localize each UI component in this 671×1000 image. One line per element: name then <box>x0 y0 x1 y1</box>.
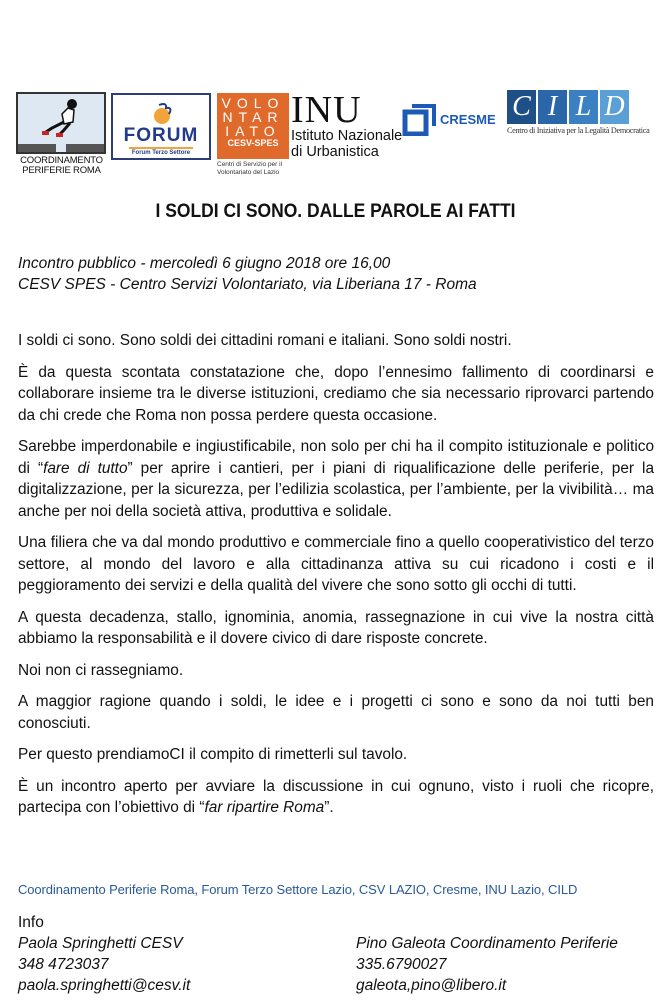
paragraph: Per questo prendiamoCI il compito di rimetterli sul tavolo. <box>18 746 408 763</box>
forum-swirl-icon <box>151 101 175 125</box>
emphasis: fare di tutto <box>43 459 128 477</box>
paragraph: A maggior ragione quando i soldi, le idee e i progetti ci sono e sono da noi tutti ben conosciuti. <box>18 693 654 732</box>
event-details <box>18 253 477 295</box>
vol-row-3: IATO <box>225 123 281 139</box>
contact-email[interactable]: galeota,pino@libero.it <box>356 977 507 994</box>
vol-row-1: VOLO <box>221 95 285 111</box>
emphasis: far ripartire Roma <box>204 799 325 816</box>
inu-line2: di Urbanistica <box>291 144 379 160</box>
document-body <box>18 330 654 829</box>
volontariato-cesv-logo <box>217 93 289 183</box>
coordinamento-periferie-logo <box>14 90 109 182</box>
contact-card <box>356 933 618 996</box>
forum-name: FORUM <box>123 125 199 146</box>
contact-card <box>18 933 356 996</box>
vol-caption-1: Centri di Servizio per il <box>217 161 283 168</box>
cild-tile-d: D <box>600 90 629 124</box>
inu-logo <box>291 89 406 167</box>
running-figure-icon <box>40 98 90 142</box>
paragraph: È da questa scontata constatazione che, dopo l’ennesimo fallimento di coordinarsi e collaborare insieme tra le diverse istituzioni, crediamo che sia necessario riprovarci partendo da chi crede che Roma non possa perdere questa occasione. <box>18 363 654 424</box>
paragraph: È un incontro aperto per avviare la discussione in cui ognuno, visto i ruoli che ricopre, partecipa con l’obiettivo di “far ripartire Roma”. <box>18 777 654 816</box>
logo-caption-line2: PERIFERIE ROMA <box>22 165 101 176</box>
vol-caption-2: Volontariato del Lazio <box>217 169 280 176</box>
cild-tile-i: I <box>538 90 567 124</box>
logo-caption-line1: COORDINAMENTO <box>20 155 103 166</box>
contact-name: Pino Galeota Coordinamento Periferie <box>356 935 618 952</box>
contact-phone[interactable]: 335.6790027 <box>356 956 447 973</box>
event-date: Incontro pubblico - mercoledì 6 giugno 2018 ore 16,00 <box>18 255 391 272</box>
inu-acronym: INU <box>291 89 362 131</box>
vol-row-2: NTAR <box>222 109 284 125</box>
cresme-mark-icon <box>402 104 436 136</box>
cild-caption: Centro di Iniziativa per la Legalità Democratica <box>507 126 650 135</box>
partner-logos <box>0 90 671 185</box>
cresme-name: CRESME <box>440 112 496 127</box>
cild-tile-l: L <box>569 90 598 124</box>
paragraph: I soldi ci sono. Sono soldi dei cittadini romani e italiani. Sono soldi nostri. <box>18 332 512 349</box>
contact-phone[interactable]: 348 4723037 <box>18 956 109 973</box>
page-title: I SOLDI CI SONO. DALLE PAROLE AI FATTI <box>155 201 516 222</box>
paragraph: A questa decadenza, stallo, ignominia, anomia, rassegnazione in cui vive la nostra città abbiamo la responsabilità e il dovere civico di dare risposte concrete. <box>18 608 654 647</box>
info-label: Info <box>18 914 44 931</box>
paragraph: Sarebbe imperdonabile e ingiustificabile, non solo per chi ha il compito istituzionale e politico di “fare di tutto” per aprire i cantieri, per i piani di riqualificazione delle periferie, per la digitalizzazione, per la sicurezza, per l’edilizia scolastica, per l’ambiente, per la vivibilità… ma anche per noi della società attiva, produttiva e solidale. <box>18 438 654 520</box>
organizers-list: Coordinamento Periferie Roma, Forum Terzo Settore Lazio, CSV LAZIO, Cresme, INU Lazio, CILD <box>18 882 578 897</box>
contact-email[interactable]: paola.springhetti@cesv.it <box>18 977 191 994</box>
cild-tile-c: C <box>507 90 536 124</box>
contact-name: Paola Springhetti CESV <box>18 935 183 952</box>
cresme-logo <box>402 102 502 142</box>
forum-subtitle: Forum Terzo Settore <box>131 150 191 156</box>
info-section <box>18 912 658 996</box>
forum-terzo-settore-logo <box>111 93 211 160</box>
paragraph: Noi non ci rassegniamo. <box>18 661 184 679</box>
vol-cesv: CESV-SPES <box>227 138 279 148</box>
paragraph: Una filiera che va dal mondo produttivo e commerciale fino a quello cooperativistico del terzo settore, al mondo del lavoro e alla cittadinanza attiva su cui ricadono i costi e il peggioramento dei servizi e della qualità del vivere che sono sotto gli occhi di tutti. <box>18 534 654 594</box>
event-location: CESV SPES - Centro Servizi Volontariato, via Liberiana 17 - Roma <box>18 276 477 293</box>
inu-line1: Istituto Nazionale <box>291 128 403 144</box>
cild-logo <box>507 90 650 145</box>
